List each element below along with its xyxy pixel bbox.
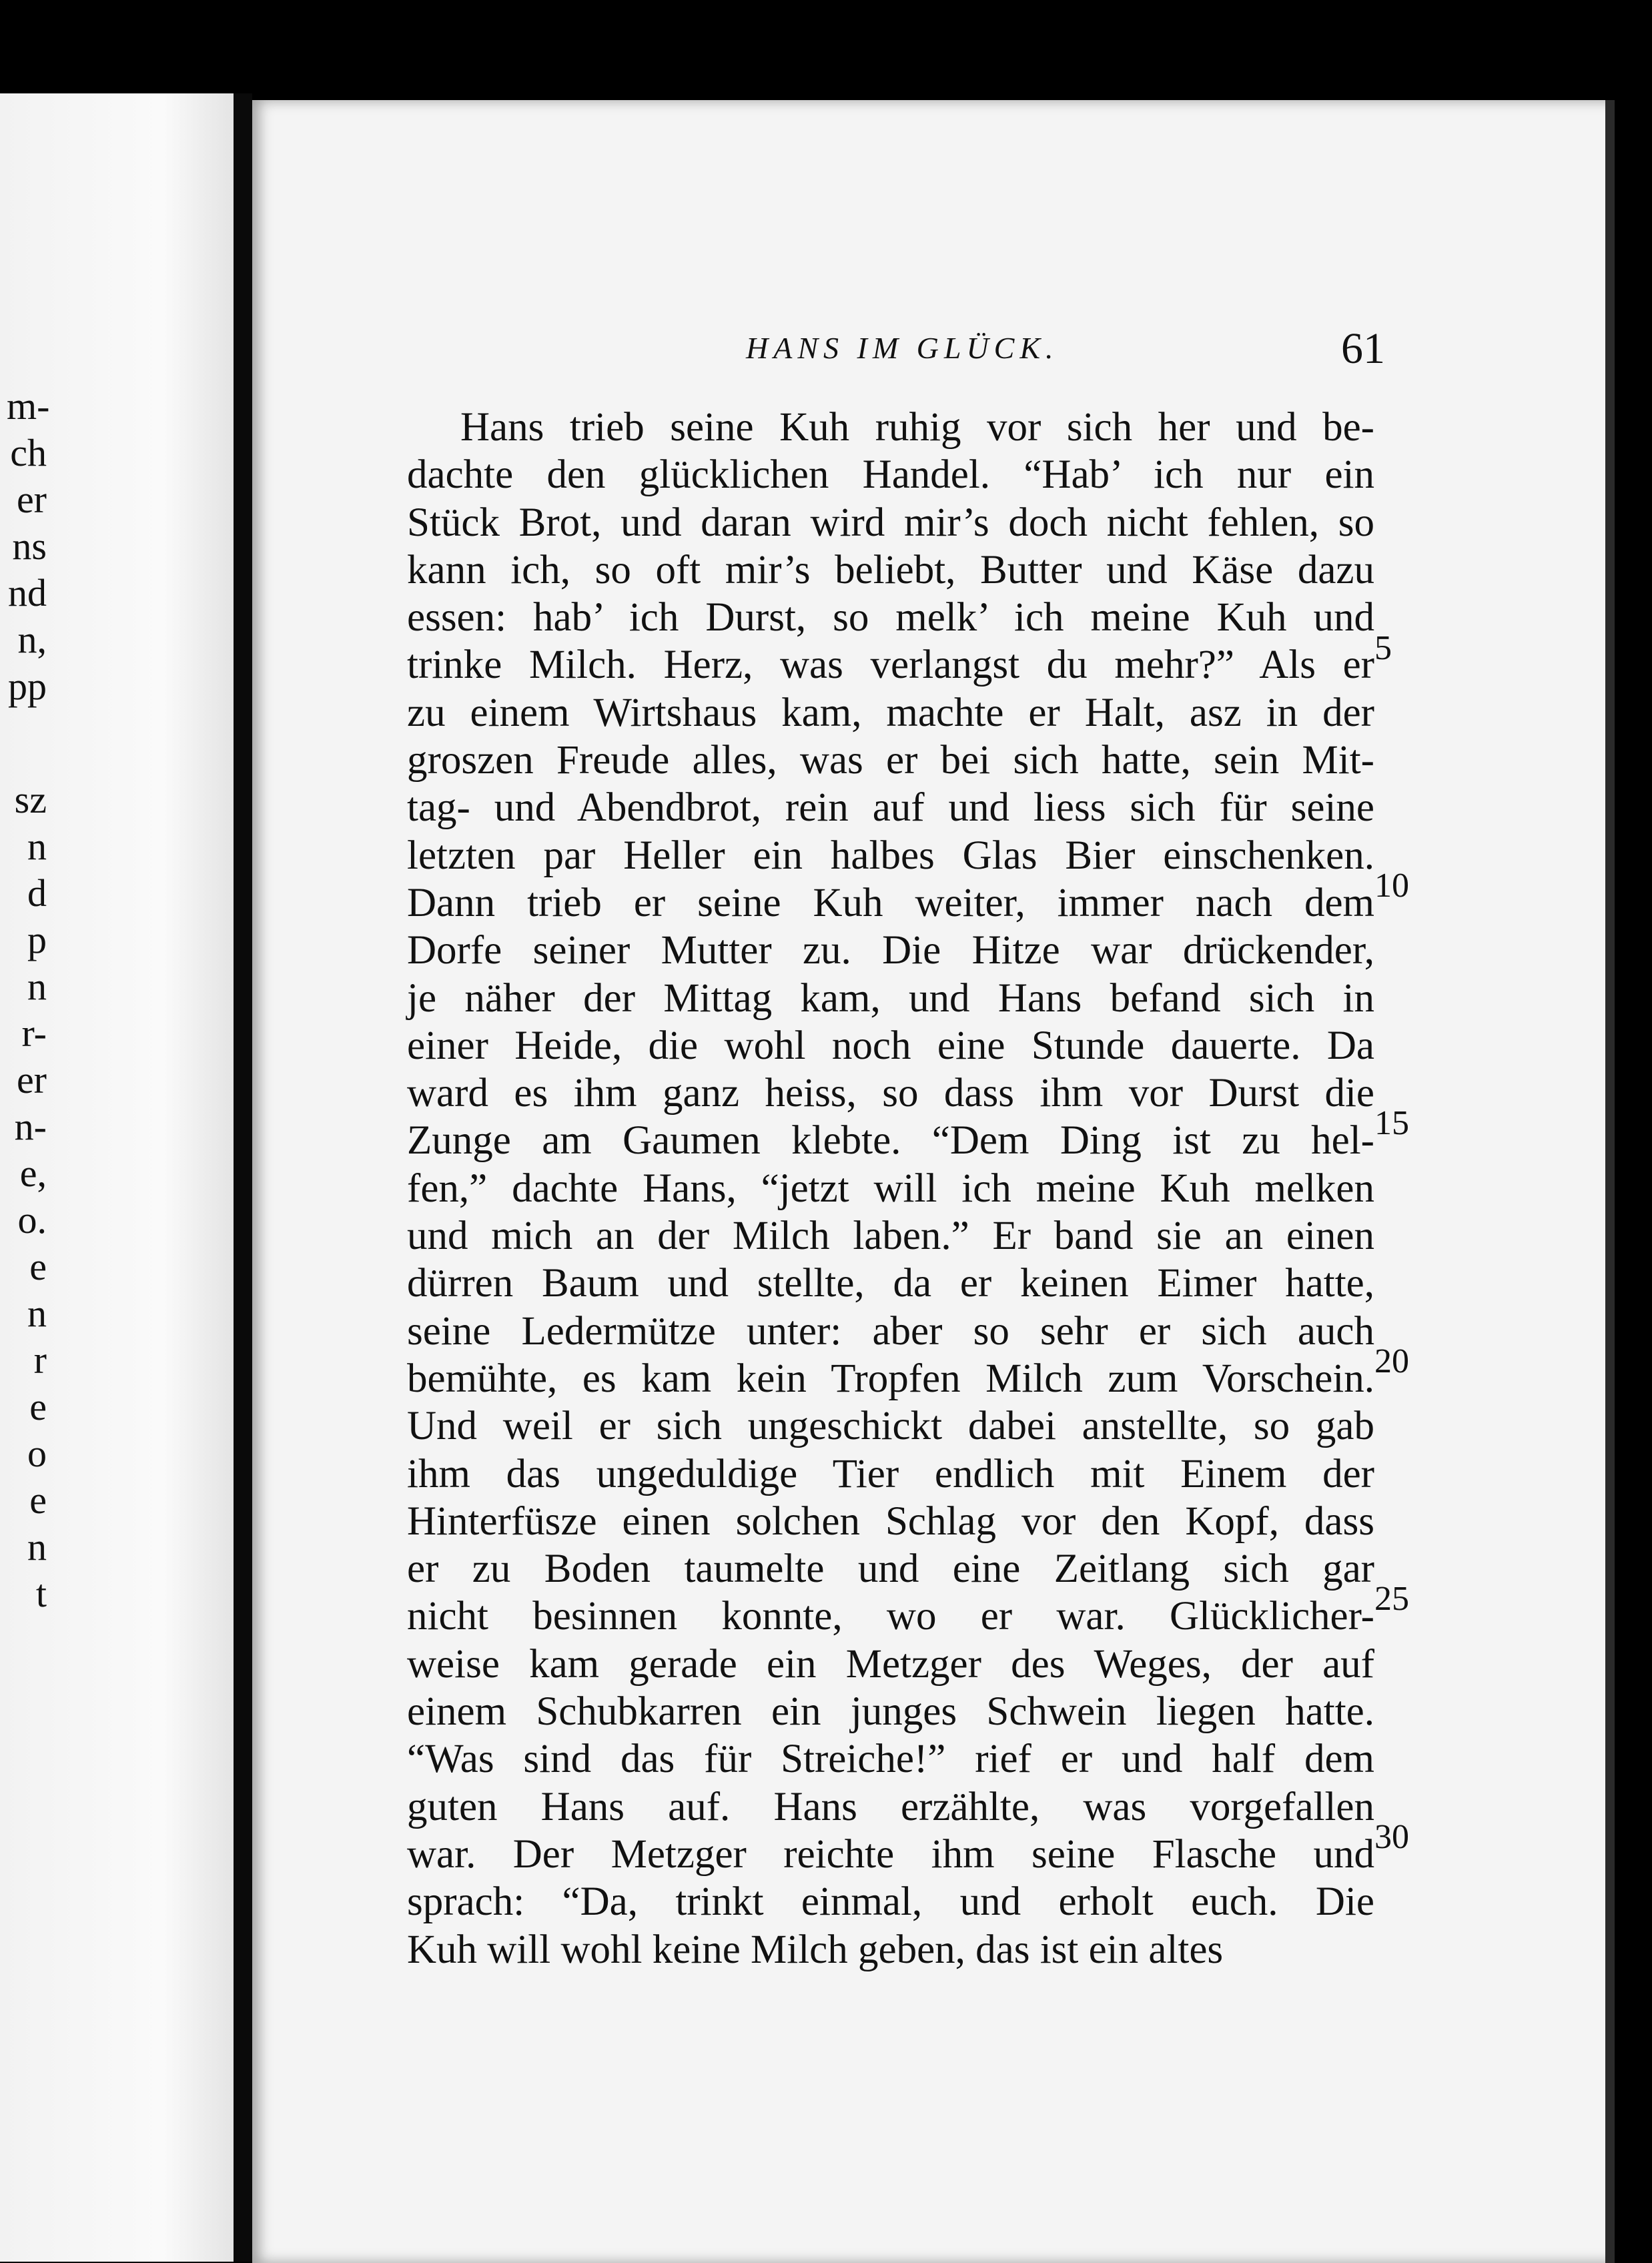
left-page-fragment: er xyxy=(16,1058,47,1101)
text-line: groszen Freude alles, was er bei sich hatte, sein Mit- xyxy=(407,738,1374,783)
text-line: kann ich, so oft mir’s beliebt, Butter und Käse dazu xyxy=(407,547,1374,592)
text-line: seine Ledermütze unter: aber so sehr er sich auch xyxy=(407,1308,1374,1354)
text-line: Stück Brot, und daran wird mir’s doch nicht fehlen, so xyxy=(407,500,1374,545)
text-line: ward es ihm ganz heiss, so dass ihm vor Durst die xyxy=(407,1071,1374,1116)
book-page xyxy=(252,100,1615,2263)
text-line: trinke Milch. Herz, was verlangst du mehr?” Als er xyxy=(407,642,1374,688)
left-page-fragment: nd xyxy=(8,571,47,614)
left-page-fragment: sz xyxy=(14,778,47,821)
text-line: nicht besinnen konnte, wo er war. Glücklicher- xyxy=(407,1594,1374,1639)
text-line: Hinterfüsze einen solchen Schlag vor den Kopf, dass xyxy=(407,1498,1374,1544)
left-page-fragment: e xyxy=(29,1478,47,1522)
text-line: fen,” dachte Hans, “jetzt will ich meine Kuh melken xyxy=(407,1166,1374,1211)
text-line: Zunge am Gaumen klebte. “Dem Ding ist zu hel- xyxy=(407,1118,1374,1164)
left-page-fragment: e, xyxy=(19,1152,47,1195)
left-page-fragment: d xyxy=(27,871,47,915)
text-line: Dorfe seiner Mutter zu. Die Hitze war drückender, xyxy=(407,928,1374,973)
left-page-fragment: n xyxy=(27,1292,47,1335)
left-page-fragment: ch xyxy=(10,431,47,474)
text-line: weise kam gerade ein Metzger des Weges, der auf xyxy=(407,1641,1374,1687)
left-page-fragment: pp xyxy=(8,664,47,708)
left-page-fragment: ns xyxy=(12,524,47,568)
text-line: tag- und Abendbrot, rein auf und liess sich für seine xyxy=(407,785,1374,831)
left-page-fragment: t xyxy=(35,1572,47,1615)
left-page-fragment: e xyxy=(29,1245,47,1288)
left-page-fragment: o xyxy=(27,1432,47,1475)
line-number: 30 xyxy=(1374,1818,1409,1856)
left-page-fragment: n, xyxy=(17,618,47,661)
text-line: essen: hab’ ich Durst, so melk’ ich meine Kuh und xyxy=(407,595,1374,640)
text-line: einer Heide, die wohl noch eine Stunde dauerte. Da xyxy=(407,1023,1374,1068)
line-number: 25 xyxy=(1374,1580,1409,1618)
left-page-fragment: r xyxy=(33,1338,47,1382)
book-gutter xyxy=(234,93,252,2262)
page-number: 61 xyxy=(1341,324,1385,373)
text-line: Dann trieb er seine Kuh weiter, immer nach dem xyxy=(407,880,1374,925)
line-number: 15 xyxy=(1374,1104,1409,1142)
text-line: Kuh will wohl keine Milch geben, das ist ein altes xyxy=(407,1927,1224,1972)
left-page-fragment: n xyxy=(27,965,47,1008)
text-line: ihm das ungeduldige Tier endlich mit Einem der xyxy=(407,1451,1374,1496)
text-line: dachte den glücklichen Handel. “Hab’ ich nur ein xyxy=(407,452,1374,498)
text-line: war. Der Metzger reichte ihm seine Flasche und xyxy=(407,1831,1374,1877)
left-page-fragment: e xyxy=(29,1385,47,1428)
left-page-fragment: n- xyxy=(14,1105,47,1148)
text-line: sprach: “Da, trinkt einmal, und erholt euch. Die xyxy=(407,1879,1374,1925)
text-line: zu einem Wirtshaus kam, machte er Halt, asz in der xyxy=(407,690,1374,735)
left-page-fragment: m- xyxy=(7,384,50,428)
text-line: er zu Boden taumelte und eine Zeitlang sich gar xyxy=(407,1546,1374,1592)
text-line: letzten par Heller ein halbes Glas Bier einschenken. xyxy=(407,833,1374,878)
line-number: 10 xyxy=(1374,867,1409,905)
text-line: je näher der Mittag kam, und Hans befand sich in xyxy=(407,975,1374,1021)
left-page-fragment: p xyxy=(27,918,47,961)
line-number: 5 xyxy=(1374,629,1392,667)
running-head: HANS IM GLÜCK. xyxy=(746,331,1059,365)
text-line: guten Hans auf. Hans erzählte, was vorgefallen xyxy=(407,1784,1374,1829)
body-text xyxy=(407,404,1374,1973)
text-line: und mich an der Milch laben.” Er band sie an einen xyxy=(407,1214,1374,1259)
left-page-fragment: r- xyxy=(21,1011,47,1055)
left-page-fragment: o. xyxy=(17,1198,47,1242)
text-line: dürren Baum und stellte, da er keinen Eimer hatte, xyxy=(407,1261,1374,1306)
left-page xyxy=(0,93,234,2262)
line-number: 20 xyxy=(1374,1342,1409,1380)
left-page-fragment: n xyxy=(27,825,47,868)
page-edge xyxy=(1605,100,1615,2263)
left-page-fragment: n xyxy=(27,1525,47,1568)
text-line: bemühte, es kam kein Tropfen Milch zum Vorschein. xyxy=(407,1356,1374,1401)
left-page-fragment: er xyxy=(16,478,47,521)
text-line: Hans trieb seine Kuh ruhig vor sich her und be- xyxy=(460,405,1374,450)
text-line: “Was sind das für Streiche!” rief er und half dem xyxy=(407,1737,1374,1782)
text-line: Und weil er sich ungeschickt dabei anstellte, so gab xyxy=(407,1404,1374,1449)
text-line: einem Schubkarren ein junges Schwein liegen hatte. xyxy=(407,1689,1374,1735)
